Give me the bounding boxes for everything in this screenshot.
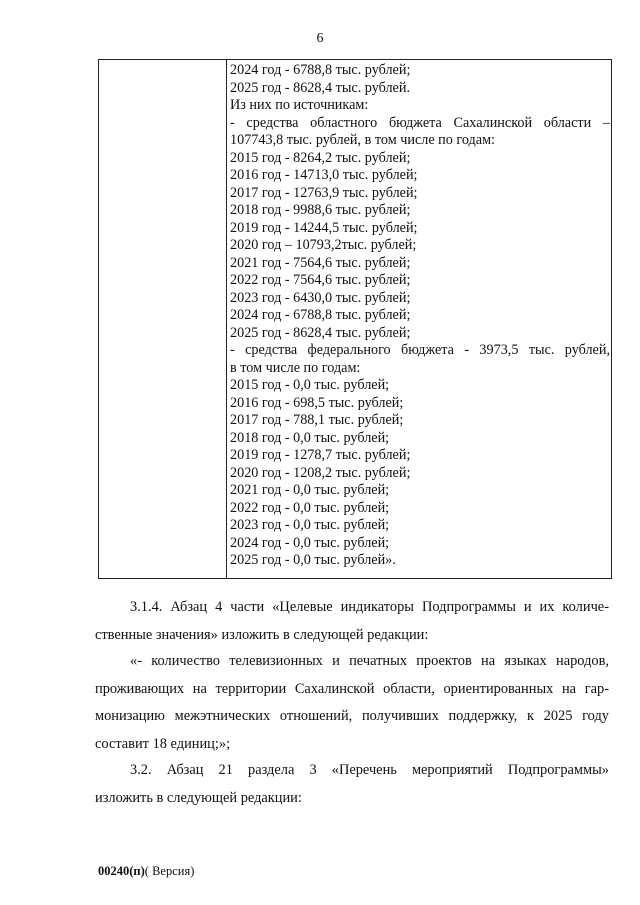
- document-footer: [98, 864, 194, 879]
- paragraph-line: монизацию межэтнических отношений, получивших поддержку, к 2025 году: [95, 708, 609, 724]
- table-line: 2024 год - 0,0 тыс. рублей;: [230, 534, 390, 551]
- paragraph-line: ственные значения» изложить в следующей редакции:: [95, 626, 429, 643]
- table-line: 2025 год - 8628,4 тыс. рублей;: [230, 324, 411, 341]
- table-line: 2025 год - 8628,4 тыс. рублей.: [230, 79, 410, 96]
- paragraph-line: «- количество телевизионных и печатных проектов на языках народов,: [130, 653, 609, 669]
- paragraph-3-2: [95, 757, 609, 812]
- table-line: Из них по источникам:: [230, 97, 369, 113]
- table-line: 2017 год - 788,1 тыс. рублей;: [230, 412, 404, 428]
- table-line: 2018 год - 0,0 тыс. рублей;: [230, 429, 390, 446]
- paragraph-line: 3.2. Абзац 21 раздела 3 «Перечень мероприятий Подпрограммы»: [130, 762, 609, 778]
- table-line: 2017 год - 12763,9 тыс. рублей;: [230, 184, 418, 201]
- table-line: 2018 год - 9988,6 тыс. рублей;: [230, 202, 411, 218]
- table-line: в том числе по годам:: [230, 359, 361, 376]
- table-line: 2015 год - 8264,2 тыс. рублей;: [230, 149, 411, 166]
- paragraph-line: проживающих на территории Сахалинской области, ориентированных на гар-: [95, 680, 609, 697]
- table-column-divider: [226, 59, 227, 579]
- table-line: 2021 год - 7564,6 тыс. рублей;: [230, 254, 411, 271]
- paragraph-line: 3.1.4. Абзац 4 части «Целевые индикаторы Подпрограммы и их количе-: [130, 599, 609, 615]
- table-line: 2022 год - 7564,6 тыс. рублей;: [230, 272, 411, 288]
- table-line: 2020 год - 1208,2 тыс. рублей;: [230, 464, 411, 481]
- table-line: 2022 год - 0,0 тыс. рублей;: [230, 499, 390, 516]
- table-line: 2025 год - 0,0 тыс. рублей».: [230, 552, 396, 568]
- table-line: 2019 год - 1278,7 тыс. рублей;: [230, 447, 411, 463]
- table-line: 2019 год - 14244,5 тыс. рублей;: [230, 219, 418, 236]
- table-line: - средства областного бюджета Сахалинской области –: [230, 114, 610, 131]
- funding-table-cell: [230, 62, 610, 570]
- document-version: ( Версия): [144, 864, 195, 878]
- page-number: 6: [316, 31, 324, 46]
- table-line: - средства федерального бюджета - 3973,5 тыс. рублей,: [230, 342, 610, 358]
- table-line: 2024 год - 6788,8 тыс. рублей;: [230, 307, 411, 323]
- paragraph-quote: [95, 648, 609, 758]
- table-line: 107743,8 тыс. рублей, в том числе по годам:: [230, 132, 495, 148]
- table-line: 2015 год - 0,0 тыс. рублей;: [230, 377, 390, 393]
- table-line: 2023 год - 0,0 тыс. рублей;: [230, 517, 390, 533]
- table-line: 2024 год - 6788,8 тыс. рублей;: [230, 62, 411, 78]
- table-line: 2020 год – 10793,2тыс. рублей;: [230, 237, 417, 253]
- document-code: 00240(п): [98, 864, 145, 878]
- table-line: 2021 год - 0,0 тыс. рублей;: [230, 482, 390, 498]
- paragraph-3-1-4: [95, 594, 609, 649]
- table-line: 2016 год - 698,5 тыс. рублей;: [230, 394, 404, 411]
- paragraph-line: составит 18 единиц;»;: [95, 735, 231, 752]
- table-line: 2016 год - 14713,0 тыс. рублей;: [230, 167, 418, 183]
- table-line: 2023 год - 6430,0 тыс. рублей;: [230, 289, 411, 306]
- paragraph-line: изложить в следующей редакции:: [95, 789, 302, 806]
